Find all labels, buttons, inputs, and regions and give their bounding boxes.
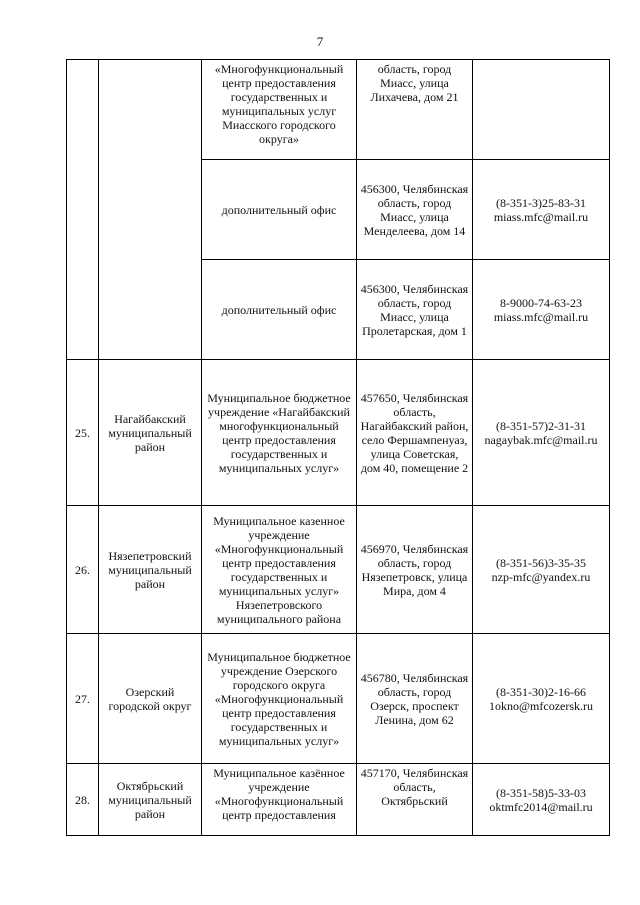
phone-text: (8-351-57)2-31-31	[496, 418, 586, 433]
row-index	[67, 60, 99, 360]
table-row	[67, 60, 610, 160]
row-index: 28.	[67, 764, 99, 836]
address-cell: 456780, Челябинская область, город Озерск, проспект Ленина, дом 62	[357, 634, 473, 764]
contact-cell	[473, 634, 610, 764]
district-cell: Нагайбакский муниципальный район	[99, 360, 202, 506]
district-cell: Озерский городской округ	[99, 634, 202, 764]
row-index: 27.	[67, 634, 99, 764]
organization-cell: дополнительный офис	[202, 160, 357, 260]
organization-cell: Муниципальное бюджетное учреждение «Нагайбакский многофункциональный центр предоставления государственных и муниципальных услуг»	[202, 360, 357, 506]
address-cell: 457170, Челябинская область, Октябрьский	[357, 764, 473, 836]
address-cell: 456300, Челябинская область, город Миасс, улица Пролетарская, дом 1	[357, 260, 473, 360]
phone-text: (8-351-3)25-83-31	[496, 195, 586, 210]
table-row	[67, 506, 610, 634]
organization-cell: «Многофункциональный центр предоставления государственных и муниципальных услуг Миасского городского округа»	[202, 60, 357, 160]
row-index: 25.	[67, 360, 99, 506]
email-text: 1okno@mfcozersk.ru	[488, 698, 594, 713]
contact-cell	[473, 360, 610, 506]
organization-cell: Муниципальное бюджетное учреждение Озерского городского округа «Многофункциональный центр предоставления государственных и муниципальных услуг»	[202, 634, 357, 764]
organization-cell: Муниципальное казенное учреждение «Многофункциональный центр предоставления государственных и муниципальных услуг» Нязепетровского муниципального района	[202, 506, 357, 634]
organization-cell: Муниципальное казённое учреждение «Многофункциональный центр предоставления	[202, 764, 357, 836]
email-text: miass.mfc@mail.ru	[493, 309, 589, 324]
phone-text: (8-351-30)2-16-66	[496, 684, 586, 699]
contact-cell	[473, 506, 610, 634]
contact-cell	[473, 160, 610, 260]
table-row	[67, 360, 610, 506]
contact-cell	[473, 60, 610, 160]
address-cell: 456300, Челябинская область, город Миасс, улица Менделеева, дом 14	[357, 160, 473, 260]
contact-cell	[473, 260, 610, 360]
organization-cell: дополнительный офис	[202, 260, 357, 360]
phone-text: (8-351-58)5-33-03	[496, 785, 586, 800]
district-cell: Октябрьский муниципальный район	[99, 764, 202, 836]
email-text: miass.mfc@mail.ru	[493, 209, 589, 224]
table-row	[67, 764, 610, 836]
table-row	[67, 634, 610, 764]
address-cell: 456970, Челябинская область, город Нязепетровск, улица Мира, дом 4	[357, 506, 473, 634]
email-text: nagaybak.mfc@mail.ru	[484, 432, 598, 447]
page-number: 7	[316, 34, 324, 49]
district-cell	[99, 60, 202, 360]
phone-text: (8-351-56)3-35-35	[496, 555, 586, 570]
email-text: nzp-mfc@yandex.ru	[491, 569, 591, 584]
district-cell: Нязепетровский муниципальный район	[99, 506, 202, 634]
address-cell: область, город Миасс, улица Лихачева, дом 21	[357, 60, 473, 160]
contact-cell	[473, 764, 610, 836]
email-text: oktmfc2014@mail.ru	[489, 799, 593, 814]
row-index: 26.	[67, 506, 99, 634]
phone-text: 8-9000-74-63-23	[500, 295, 582, 310]
mfc-table	[66, 59, 610, 836]
address-cell: 457650, Челябинская область, Нагайбакский район, село Фершампенуаз, улица Советская, дом 40, помещение 2	[357, 360, 473, 506]
